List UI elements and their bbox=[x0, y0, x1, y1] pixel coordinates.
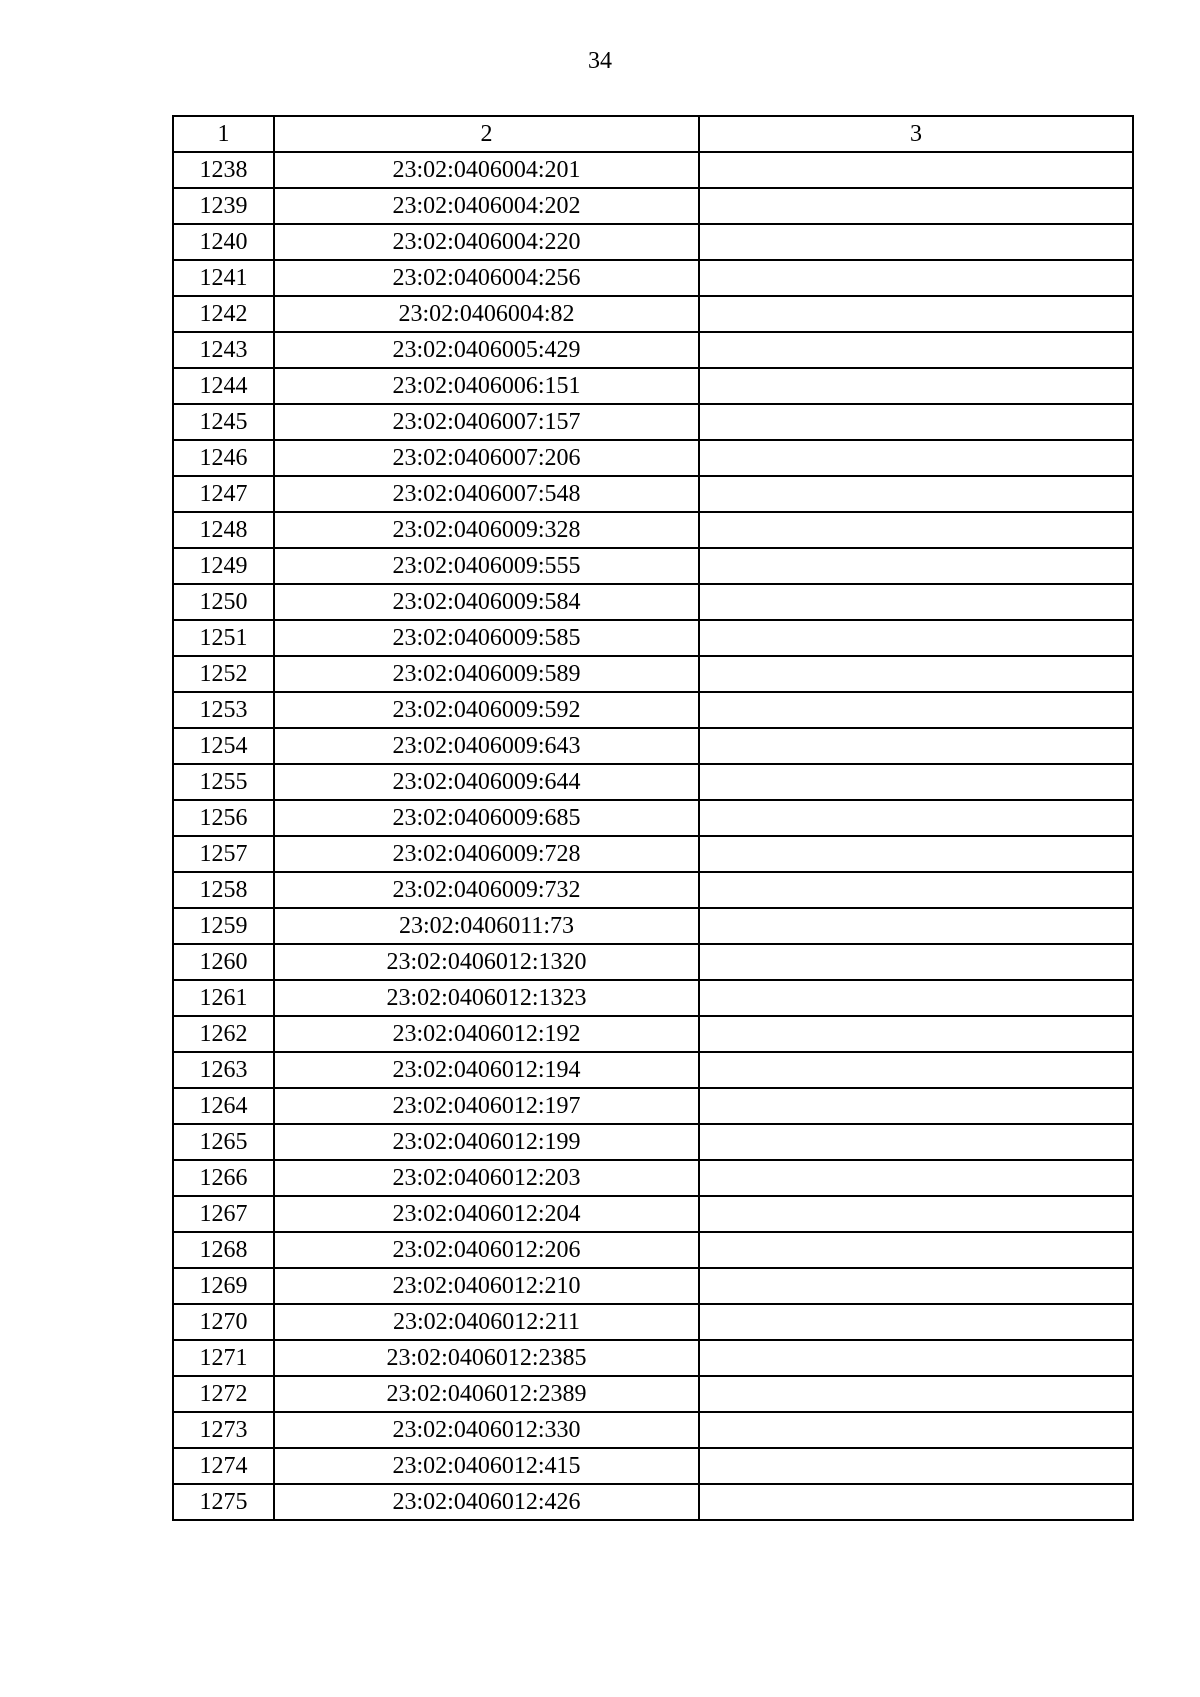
table-row bbox=[173, 836, 1133, 872]
row-number-cell: 1260 bbox=[173, 944, 274, 980]
cadastral-number-cell: 23:02:0406004:82 bbox=[274, 296, 699, 332]
table-row bbox=[173, 584, 1133, 620]
row-number-cell: 1267 bbox=[173, 1196, 274, 1232]
table-row bbox=[173, 692, 1133, 728]
cadastral-number-cell: 23:02:0406009:328 bbox=[274, 512, 699, 548]
column-3-cell bbox=[699, 872, 1133, 908]
row-number-cell: 1251 bbox=[173, 620, 274, 656]
column-3-cell bbox=[699, 1448, 1133, 1484]
row-number-cell: 1250 bbox=[173, 584, 274, 620]
row-number-cell: 1246 bbox=[173, 440, 274, 476]
column-3-cell bbox=[699, 188, 1133, 224]
cadastral-number-cell: 23:02:0406012:211 bbox=[274, 1304, 699, 1340]
cadastral-number-cell: 23:02:0406012:197 bbox=[274, 1088, 699, 1124]
row-number-cell: 1274 bbox=[173, 1448, 274, 1484]
column-3-cell bbox=[699, 332, 1133, 368]
cadastral-number-cell: 23:02:0406012:199 bbox=[274, 1124, 699, 1160]
cadastral-number-cell: 23:02:0406012:1320 bbox=[274, 944, 699, 980]
cadastral-number-cell: 23:02:0406007:548 bbox=[274, 476, 699, 512]
row-number-cell: 1266 bbox=[173, 1160, 274, 1196]
cadastral-number-cell: 23:02:0406006:151 bbox=[274, 368, 699, 404]
column-3-cell bbox=[699, 1052, 1133, 1088]
cadastral-number-cell: 23:02:0406009:584 bbox=[274, 584, 699, 620]
column-3-cell bbox=[699, 1196, 1133, 1232]
table-row bbox=[173, 728, 1133, 764]
row-number-cell: 1242 bbox=[173, 296, 274, 332]
column-3-cell bbox=[699, 1412, 1133, 1448]
table-row bbox=[173, 656, 1133, 692]
cadastral-number-cell: 23:02:0406007:157 bbox=[274, 404, 699, 440]
table-row bbox=[173, 1448, 1133, 1484]
table-row bbox=[173, 1232, 1133, 1268]
table-row bbox=[173, 1412, 1133, 1448]
table-row bbox=[173, 944, 1133, 980]
row-number-cell: 1255 bbox=[173, 764, 274, 800]
column-3-cell bbox=[699, 440, 1133, 476]
table-row bbox=[173, 152, 1133, 188]
cadastral-number-cell: 23:02:0406012:2385 bbox=[274, 1340, 699, 1376]
column-3-cell bbox=[699, 368, 1133, 404]
row-number-cell: 1271 bbox=[173, 1340, 274, 1376]
column-3-cell bbox=[699, 1376, 1133, 1412]
table-header bbox=[173, 116, 1133, 152]
column-3-cell bbox=[699, 800, 1133, 836]
cadastral-number-cell: 23:02:0406009:643 bbox=[274, 728, 699, 764]
column-3-cell bbox=[699, 1268, 1133, 1304]
column-3-cell bbox=[699, 1232, 1133, 1268]
table-row bbox=[173, 440, 1133, 476]
column-3-cell bbox=[699, 1124, 1133, 1160]
cadastral-number-cell: 23:02:0406004:256 bbox=[274, 260, 699, 296]
row-number-cell: 1268 bbox=[173, 1232, 274, 1268]
table-row bbox=[173, 224, 1133, 260]
table-row bbox=[173, 404, 1133, 440]
cadastral-number-cell: 23:02:0406009:732 bbox=[274, 872, 699, 908]
column-3-cell bbox=[699, 296, 1133, 332]
column-3-cell bbox=[699, 548, 1133, 584]
table-row bbox=[173, 1016, 1133, 1052]
column-3-cell bbox=[699, 728, 1133, 764]
row-number-cell: 1264 bbox=[173, 1088, 274, 1124]
row-number-cell: 1253 bbox=[173, 692, 274, 728]
row-number-cell: 1273 bbox=[173, 1412, 274, 1448]
row-number-cell: 1244 bbox=[173, 368, 274, 404]
table-row bbox=[173, 1304, 1133, 1340]
cadastral-number-cell: 23:02:0406009:728 bbox=[274, 836, 699, 872]
column-3-cell bbox=[699, 620, 1133, 656]
row-number-cell: 1270 bbox=[173, 1304, 274, 1340]
table-row bbox=[173, 548, 1133, 584]
cadastral-number-cell: 23:02:0406012:426 bbox=[274, 1484, 699, 1520]
table-row bbox=[173, 1268, 1133, 1304]
row-number-cell: 1238 bbox=[173, 152, 274, 188]
row-number-cell: 1241 bbox=[173, 260, 274, 296]
column-3-cell bbox=[699, 404, 1133, 440]
column-3-cell bbox=[699, 764, 1133, 800]
row-number-cell: 1259 bbox=[173, 908, 274, 944]
row-number-cell: 1272 bbox=[173, 1376, 274, 1412]
row-number-cell: 1275 bbox=[173, 1484, 274, 1520]
column-3-cell bbox=[699, 980, 1133, 1016]
table-row bbox=[173, 1052, 1133, 1088]
cadastral-number-cell: 23:02:0406012:192 bbox=[274, 1016, 699, 1052]
column-3-cell bbox=[699, 1088, 1133, 1124]
column-3-cell bbox=[699, 1484, 1133, 1520]
column-3-cell bbox=[699, 836, 1133, 872]
table-row bbox=[173, 1196, 1133, 1232]
row-number-cell: 1257 bbox=[173, 836, 274, 872]
cadastral-number-cell: 23:02:0406007:206 bbox=[274, 440, 699, 476]
row-number-cell: 1243 bbox=[173, 332, 274, 368]
row-number-cell: 1263 bbox=[173, 1052, 274, 1088]
row-number-cell: 1240 bbox=[173, 224, 274, 260]
cadastral-number-cell: 23:02:0406009:685 bbox=[274, 800, 699, 836]
row-number-cell: 1254 bbox=[173, 728, 274, 764]
cadastral-number-cell: 23:02:0406012:415 bbox=[274, 1448, 699, 1484]
table-row bbox=[173, 1088, 1133, 1124]
column-3-cell bbox=[699, 152, 1133, 188]
table-row bbox=[173, 980, 1133, 1016]
cadastral-number-cell: 23:02:0406012:203 bbox=[274, 1160, 699, 1196]
table-row bbox=[173, 260, 1133, 296]
column-3-cell bbox=[699, 1160, 1133, 1196]
table-row bbox=[173, 512, 1133, 548]
column-header-1: 1 bbox=[173, 116, 274, 152]
table-row bbox=[173, 764, 1133, 800]
table-row bbox=[173, 908, 1133, 944]
row-number-cell: 1249 bbox=[173, 548, 274, 584]
column-header-2: 2 bbox=[274, 116, 699, 152]
cadastral-number-cell: 23:02:0406012:210 bbox=[274, 1268, 699, 1304]
cadastral-number-cell: 23:02:0406009:644 bbox=[274, 764, 699, 800]
table-row bbox=[173, 800, 1133, 836]
cadastral-number-cell: 23:02:0406012:330 bbox=[274, 1412, 699, 1448]
cadastral-number-cell: 23:02:0406009:555 bbox=[274, 548, 699, 584]
table-row bbox=[173, 1124, 1133, 1160]
column-3-cell bbox=[699, 1340, 1133, 1376]
row-number-cell: 1252 bbox=[173, 656, 274, 692]
column-3-cell bbox=[699, 1016, 1133, 1052]
cadastral-number-cell: 23:02:0406012:2389 bbox=[274, 1376, 699, 1412]
column-header-3: 3 bbox=[699, 116, 1133, 152]
cadastral-number-cell: 23:02:0406009:592 bbox=[274, 692, 699, 728]
row-number-cell: 1269 bbox=[173, 1268, 274, 1304]
column-3-cell bbox=[699, 656, 1133, 692]
column-3-cell bbox=[699, 692, 1133, 728]
row-number-cell: 1248 bbox=[173, 512, 274, 548]
cadastral-number-cell: 23:02:0406004:202 bbox=[274, 188, 699, 224]
row-number-cell: 1265 bbox=[173, 1124, 274, 1160]
column-3-cell bbox=[699, 476, 1133, 512]
table-row bbox=[173, 1340, 1133, 1376]
cadastral-number-cell: 23:02:0406012:194 bbox=[274, 1052, 699, 1088]
table-row bbox=[173, 1484, 1133, 1520]
column-3-cell bbox=[699, 584, 1133, 620]
cadastral-number-cell: 23:02:0406012:206 bbox=[274, 1232, 699, 1268]
cadastral-number-cell: 23:02:0406012:1323 bbox=[274, 980, 699, 1016]
row-number-cell: 1261 bbox=[173, 980, 274, 1016]
cadastral-number-cell: 23:02:0406009:585 bbox=[274, 620, 699, 656]
table-row bbox=[173, 332, 1133, 368]
row-number-cell: 1239 bbox=[173, 188, 274, 224]
table-row bbox=[173, 188, 1133, 224]
column-3-cell bbox=[699, 260, 1133, 296]
row-number-cell: 1245 bbox=[173, 404, 274, 440]
column-3-cell bbox=[699, 908, 1133, 944]
table-row bbox=[173, 476, 1133, 512]
cadastral-number-cell: 23:02:0406004:220 bbox=[274, 224, 699, 260]
table-row bbox=[173, 368, 1133, 404]
table-row bbox=[173, 1160, 1133, 1196]
column-3-cell bbox=[699, 512, 1133, 548]
page-number: 34 bbox=[588, 48, 612, 74]
column-3-cell bbox=[699, 944, 1133, 980]
cadastral-table bbox=[172, 115, 1134, 1521]
row-number-cell: 1262 bbox=[173, 1016, 274, 1052]
cadastral-number-cell: 23:02:0406011:73 bbox=[274, 908, 699, 944]
row-number-cell: 1247 bbox=[173, 476, 274, 512]
table-header-row bbox=[173, 116, 1133, 152]
row-number-cell: 1256 bbox=[173, 800, 274, 836]
cadastral-number-cell: 23:02:0406004:201 bbox=[274, 152, 699, 188]
column-3-cell bbox=[699, 1304, 1133, 1340]
cadastral-number-cell: 23:02:0406005:429 bbox=[274, 332, 699, 368]
table-row bbox=[173, 872, 1133, 908]
table-body bbox=[173, 152, 1133, 1520]
table-row bbox=[173, 1376, 1133, 1412]
table-row bbox=[173, 620, 1133, 656]
cadastral-number-cell: 23:02:0406009:589 bbox=[274, 656, 699, 692]
row-number-cell: 1258 bbox=[173, 872, 274, 908]
column-3-cell bbox=[699, 224, 1133, 260]
table-row bbox=[173, 296, 1133, 332]
cadastral-number-cell: 23:02:0406012:204 bbox=[274, 1196, 699, 1232]
